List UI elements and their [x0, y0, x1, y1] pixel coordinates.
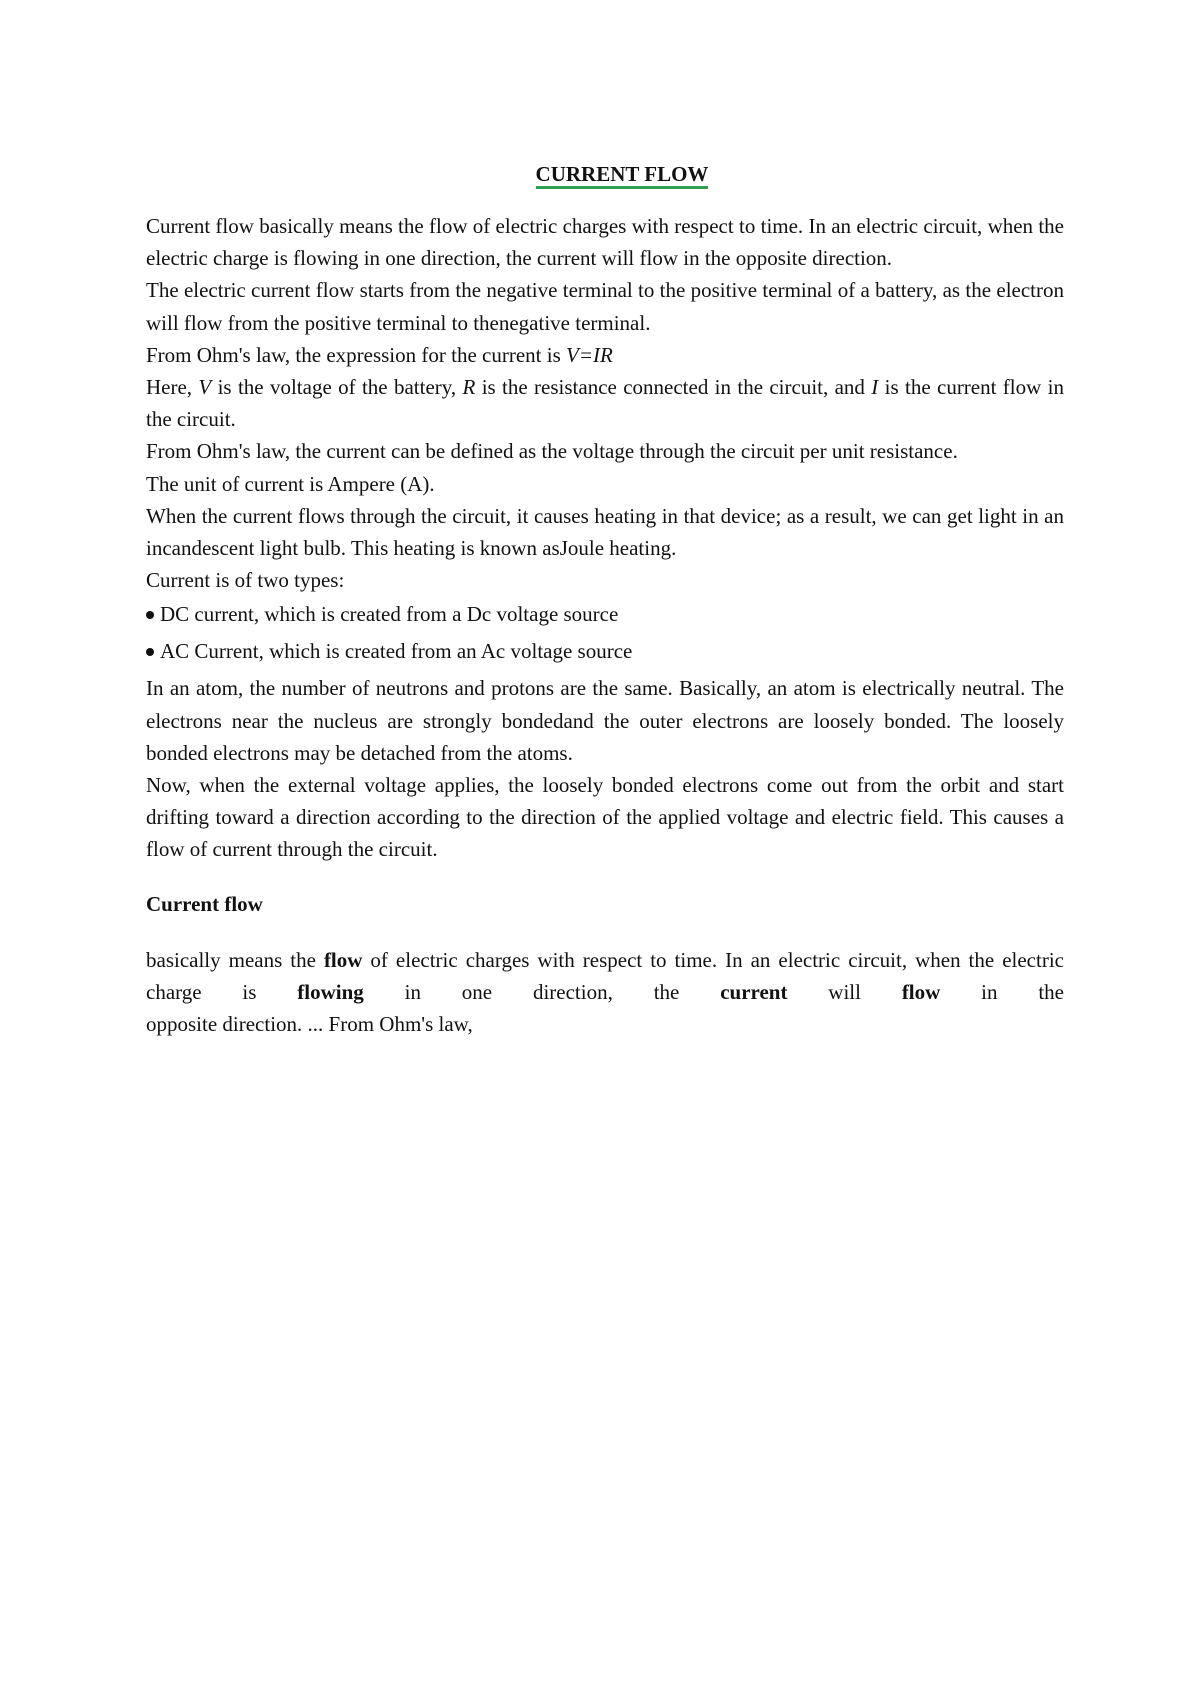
bullet-item-ac: [146, 635, 1064, 667]
paragraph-external-voltage: Now, when the external voltage applies, the loosely bonded electrons come out from the orbit and start drifting toward a direction according to the direction of the applied voltage and electric field. This causes a flow of current through the circuit.: [146, 773, 1064, 862]
summary-bold-flow: flow: [323, 947, 363, 972]
summary-bold-current: current: [720, 980, 788, 1005]
summary-bold-flow-2: flow: [901, 980, 941, 1005]
bullet-text: AC Current, which is created from an Ac voltage source: [160, 639, 633, 664]
paragraph-unit: The unit of current is Ampere (A).: [146, 471, 435, 496]
variables-text-1: Here,: [146, 375, 199, 400]
paragraph-variables: [146, 371, 1064, 435]
subheading: Current flow: [146, 891, 263, 916]
summary-text-2: of electric charges with respect to time. In an electric circuit, when the electric charge is: [146, 947, 1064, 1005]
bullet-text: DC current, which is created from a Dc voltage source: [160, 602, 619, 627]
paragraph-summary: [146, 944, 1064, 1008]
summary-text-4: will: [787, 980, 902, 1005]
paragraph-ohms-law: [146, 339, 1064, 371]
document-page: [146, 158, 1064, 1040]
paragraph-atom: In an atom, the number of neutrons and protons are the same. Basically, an atom is electrically neutral. The electrons near the nucleus are strongly bondedand the outer electrons are loosely bonded. The loosely bonded electrons may be detached from the atoms.: [146, 676, 1064, 765]
bullet-item-dc: [146, 598, 1064, 630]
summary-text-5: in the: [940, 980, 1064, 1005]
paragraph-joule-heating: When the current flows through the circuit, it causes heating in that device; as a result, we can get light in an incandescent light bulb. This heating is known asJoule heating.: [146, 503, 1064, 561]
summary-text-3: in one direction, the: [363, 980, 721, 1005]
variables-text-2: is the voltage of the battery,: [211, 375, 463, 400]
summary-text-1: basically means the: [146, 947, 324, 972]
title-text: CURRENT FLOW: [536, 163, 709, 189]
paragraph-per-unit-resistance: From Ohm's law, the current can be defined as the voltage through the circuit per unit resistance.: [146, 439, 958, 464]
document-title: [146, 158, 1064, 190]
variable-i: I: [871, 375, 879, 400]
paragraph-definition: Current flow basically means the flow of electric charges with respect to time. In an electric circuit, when the electric charge is flowing in one direction, the current will flow in the opposite direction.: [146, 214, 1064, 271]
paragraph-direction: The electric current flow starts from the negative terminal to the positive terminal of a battery, as the electron will flow from the positive terminal to thenegative terminal.: [146, 278, 1064, 335]
variable-v: V: [198, 375, 212, 400]
variable-r: R: [462, 375, 476, 400]
variables-text-4: is the current flow in the circuit.: [146, 375, 1064, 432]
ohms-law-text: From Ohm's law, the expression for the current is: [146, 342, 566, 367]
paragraph-summary-end: opposite direction. ... From Ohm's law,: [146, 1012, 473, 1037]
variables-text-3: is the resistance connected in the circuit, and: [475, 375, 872, 400]
bullet-icon: [146, 648, 154, 656]
summary-bold-flowing: flowing: [297, 980, 364, 1005]
bullet-icon: [146, 611, 154, 619]
paragraph-types-intro: Current is of two types:: [146, 568, 345, 593]
ohms-law-formula: V=IR: [566, 342, 613, 367]
